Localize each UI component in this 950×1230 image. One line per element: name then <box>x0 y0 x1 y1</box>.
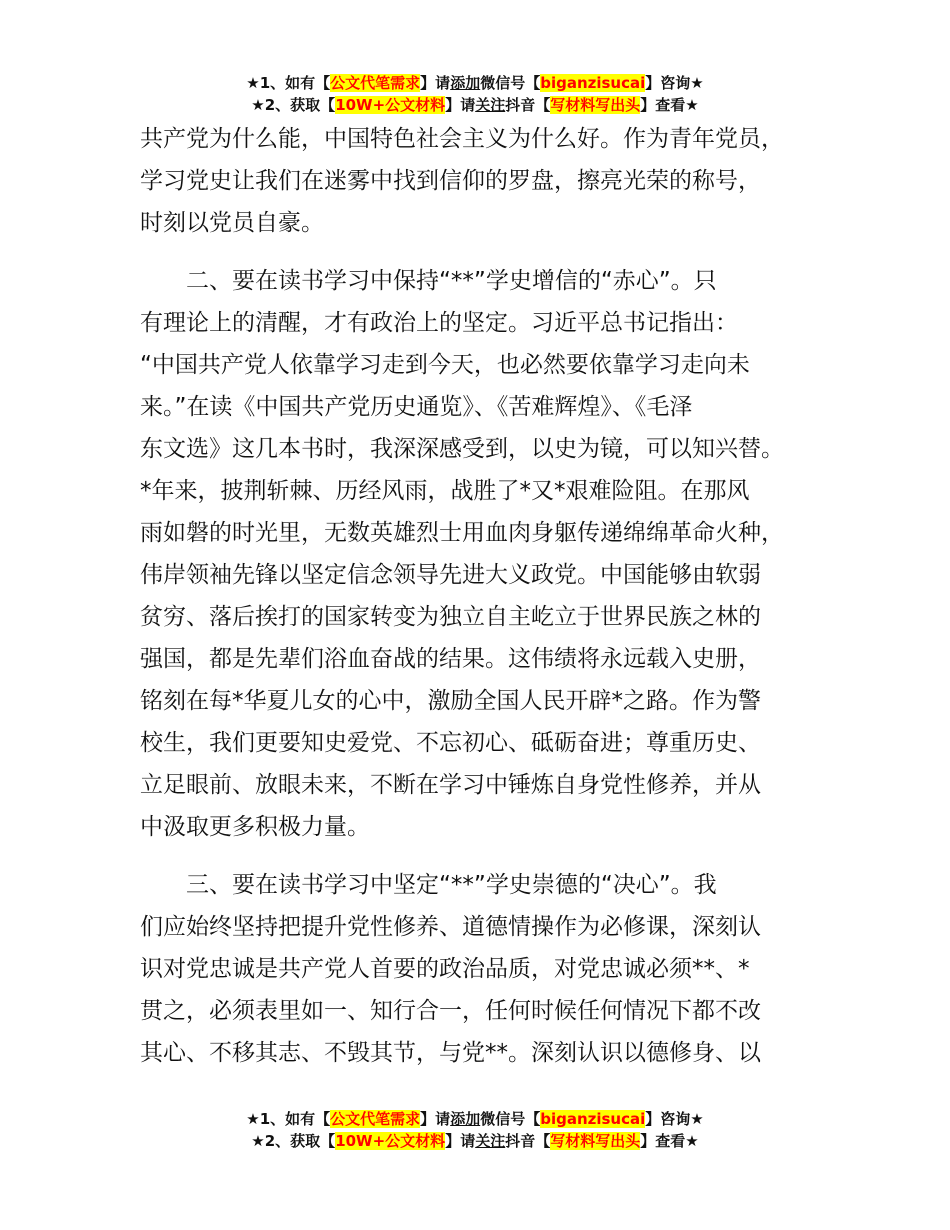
banner-text: 抖音【 <box>505 96 551 114</box>
paragraph-2 <box>140 260 830 848</box>
banner-highlight: 公文代笔需求 <box>330 74 421 92</box>
banner-highlight: 写材料写出头 <box>550 96 641 114</box>
banner-text: 】查看★ <box>640 1132 699 1150</box>
text-line: 铭刻在每*华夏儿女的心中，激励全国人民开辟*之路。作为警 <box>140 688 761 714</box>
text-line: 其心、不移其志、不毁其节，与党**。深刻认识以德修身、以 <box>140 1040 761 1066</box>
banner-highlight: 10W+公文材料 <box>335 96 446 114</box>
banner-text: ★1、如有【 <box>246 1110 331 1128</box>
banner-text: 微信号【 <box>480 1110 541 1128</box>
banner-text: 】请 <box>445 96 476 114</box>
banner-text: 微信号【 <box>480 74 541 92</box>
text-line: 贫穷、落后挨打的国家转变为独立自主屹立于世界民族之林的 <box>140 604 761 630</box>
banner-text: 】咨询★ <box>645 1110 704 1128</box>
banner-text: ★2、获取【 <box>251 1132 336 1150</box>
text-line: 学习党史让我们在迷雾中找到信仰的罗盘，擦亮光荣的称号， <box>140 168 761 194</box>
text-line: 共产党为什么能，中国特色社会主义为什么好。作为青年党员， <box>140 126 784 152</box>
text-line: *年来，披荆斩棘、历经风雨，战胜了*又*艰难险阻。在那风 <box>140 478 750 504</box>
footer-banner <box>0 1108 950 1152</box>
banner-text: 】请 <box>420 1110 451 1128</box>
text-line: 来。”在读《中国共产党历史通览》、《苦难辉煌》、《毛泽 <box>140 394 693 420</box>
text-line: 强国，都是先辈们浴血奋战的结果。这伟绩将永远载入史册， <box>140 646 761 672</box>
banner-line-2 <box>0 94 950 116</box>
banner-text: 】咨询★ <box>645 74 704 92</box>
banner-underlined-text: 关注 <box>475 1132 506 1150</box>
text-line: 中汲取更多积极力量。 <box>140 814 370 840</box>
text-line: 时刻以党员自豪。 <box>140 210 324 236</box>
banner-text: 】请 <box>420 74 451 92</box>
banner-underlined-text: 关注 <box>475 96 506 114</box>
text-line: 们应始终坚持把提升党性修养、道德情操作为必修课，深刻认 <box>140 914 761 940</box>
banner-underlined-text: 添加 <box>450 74 481 92</box>
text-line: 立足眼前、放眼未来，不断在学习中锤炼自身党性修养，并从 <box>140 772 761 798</box>
banner-text: 】查看★ <box>640 96 699 114</box>
text-line: 校生，我们更要知史爱党、不忘初心、砥砺奋进；尊重历史、 <box>140 730 761 756</box>
banner-highlight: 10W+公文材料 <box>335 1132 446 1150</box>
banner-highlight: biganzisucai <box>540 74 646 92</box>
banner-line-1 <box>0 72 950 94</box>
text-line: 伟岸领袖先锋以坚定信念领导先进大义政党。中国能够由软弱 <box>140 562 761 588</box>
banner-line-1 <box>0 1108 950 1130</box>
banner-underlined-text: 添加 <box>450 1110 481 1128</box>
text-line: 贯之，必须表里如一、知行合一，任何时候任何情况下都不改 <box>140 998 761 1024</box>
text-line: “中国共产党人依靠学习走到今天，也必然要依靠学习走向未 <box>140 352 750 378</box>
banner-text: ★1、如有【 <box>246 74 331 92</box>
paragraph-3 <box>140 864 830 1074</box>
banner-text: 】请 <box>445 1132 476 1150</box>
banner-text: 抖音【 <box>505 1132 551 1150</box>
banner-highlight: 写材料写出头 <box>550 1132 641 1150</box>
banner-highlight: 公文代笔需求 <box>330 1110 421 1128</box>
text-line: 有理论上的清醒，才有政治上的坚定。习近平总书记指出： <box>140 310 738 336</box>
banner-highlight: biganzisucai <box>540 1110 646 1128</box>
text-line: 二、要在读书学习中保持“**”学史增信的“赤心”。只 <box>140 268 717 294</box>
text-line: 雨如磐的时光里，无数英雄烈士用血肉身躯传递绵绵革命火种， <box>140 520 784 546</box>
document-body <box>140 118 830 1074</box>
banner-text: ★2、获取【 <box>251 96 336 114</box>
paragraph-1 <box>140 118 830 244</box>
text-line: 三、要在读书学习中坚定“**”学史崇德的“决心”。我 <box>140 872 717 898</box>
header-banner <box>0 72 950 116</box>
text-line: 识对党忠诚是共产党人首要的政治品质，对党忠诚必须**、* <box>140 956 750 982</box>
text-line: 东文选》这几本书时，我深深感受到，以史为镜，可以知兴替。 <box>140 436 784 462</box>
banner-line-2 <box>0 1130 950 1152</box>
